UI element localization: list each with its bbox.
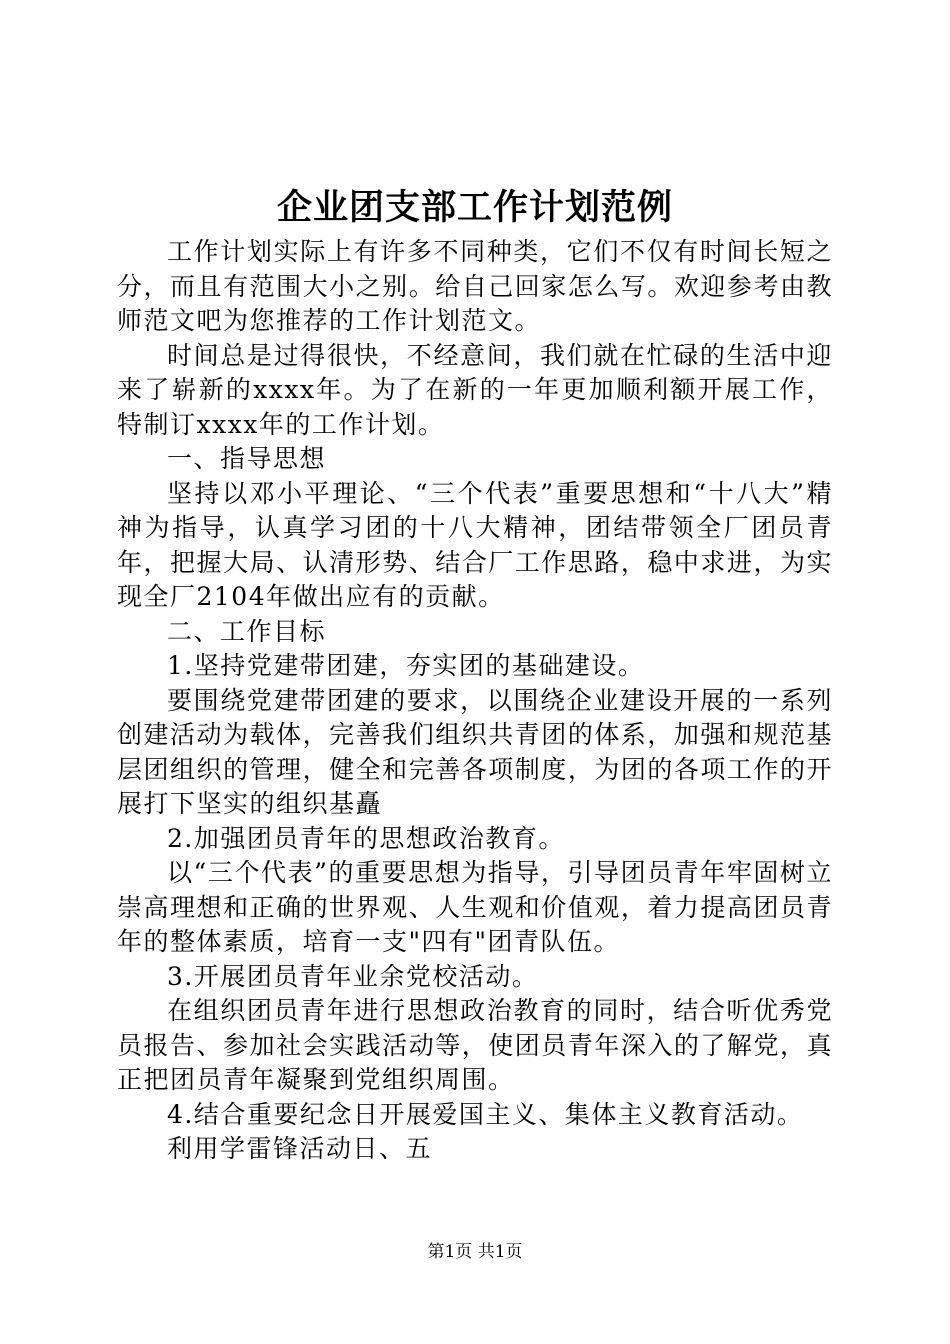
paragraph: 要围绕党建带团建的要求，以围绕企业建设开展的一系列创建活动为载体，完善我们组织共青团的体系，加强和规范基层团组织的管理，健全和完善各项制度，为团的各项工作的开展打下坚实的组织基矗	[117, 685, 833, 818]
paragraph: 工作计划实际上有许多不同种类，它们不仅有时间长短之分，而且有范围大小之别。给自己回家怎么写。欢迎参考由教师范文吧为您推荐的工作计划范文。	[117, 237, 833, 335]
paragraph: 利用学雷锋活动日、五	[167, 1134, 433, 1163]
paragraph: 时间总是过得很快，不经意间，我们就在忙碌的生活中迎来了崭新的xxxx年。为了在新的一年更加顺利额开展工作，特制订xxxx年的工作计划。	[117, 340, 833, 439]
list-item-heading: 3.开展团员青年业余党校活动。	[167, 961, 539, 991]
page-footer: 第1页 共1页	[427, 1242, 523, 1262]
list-item-heading: 2.加强团员青年的思想政治教育。	[167, 823, 565, 853]
paragraph: 坚持以邓小平理论、“三个代表”重要思想和“十八大”精神为指导，认真学习团的十八大精神，团结带领全厂团员青年，把握大局、认清形势、结合厂工作思路，稳中求进，为实现全厂2104年做出应有的贡献。	[117, 478, 833, 611]
section-heading: 一、指导思想	[167, 444, 327, 473]
paragraph: 在组织团员青年进行思想政治教育的同时，结合听优秀党员报告、参加社会实践活动等，使团员青年深入的了解党，真正把团员青年凝聚到党组织周围。	[117, 996, 833, 1094]
document-title: 企业团支部工作计划范例	[276, 187, 673, 228]
document-body	[117, 235, 833, 1167]
paragraph: 以“三个代表”的重要思想为指导，引导团员青年牢固树立崇高理想和正确的世界观、人生观和价值观，着力提高团员青年的整体素质，培育一支"四有"团青队伍。	[117, 858, 833, 956]
section-heading: 二、工作目标	[167, 616, 327, 646]
list-item-heading: 4.结合重要纪念日开展爱国主义、集体主义教育活动。	[167, 1099, 804, 1129]
list-item-heading: 1.坚持党建带团建，夯实团的基础建设。	[167, 651, 645, 680]
